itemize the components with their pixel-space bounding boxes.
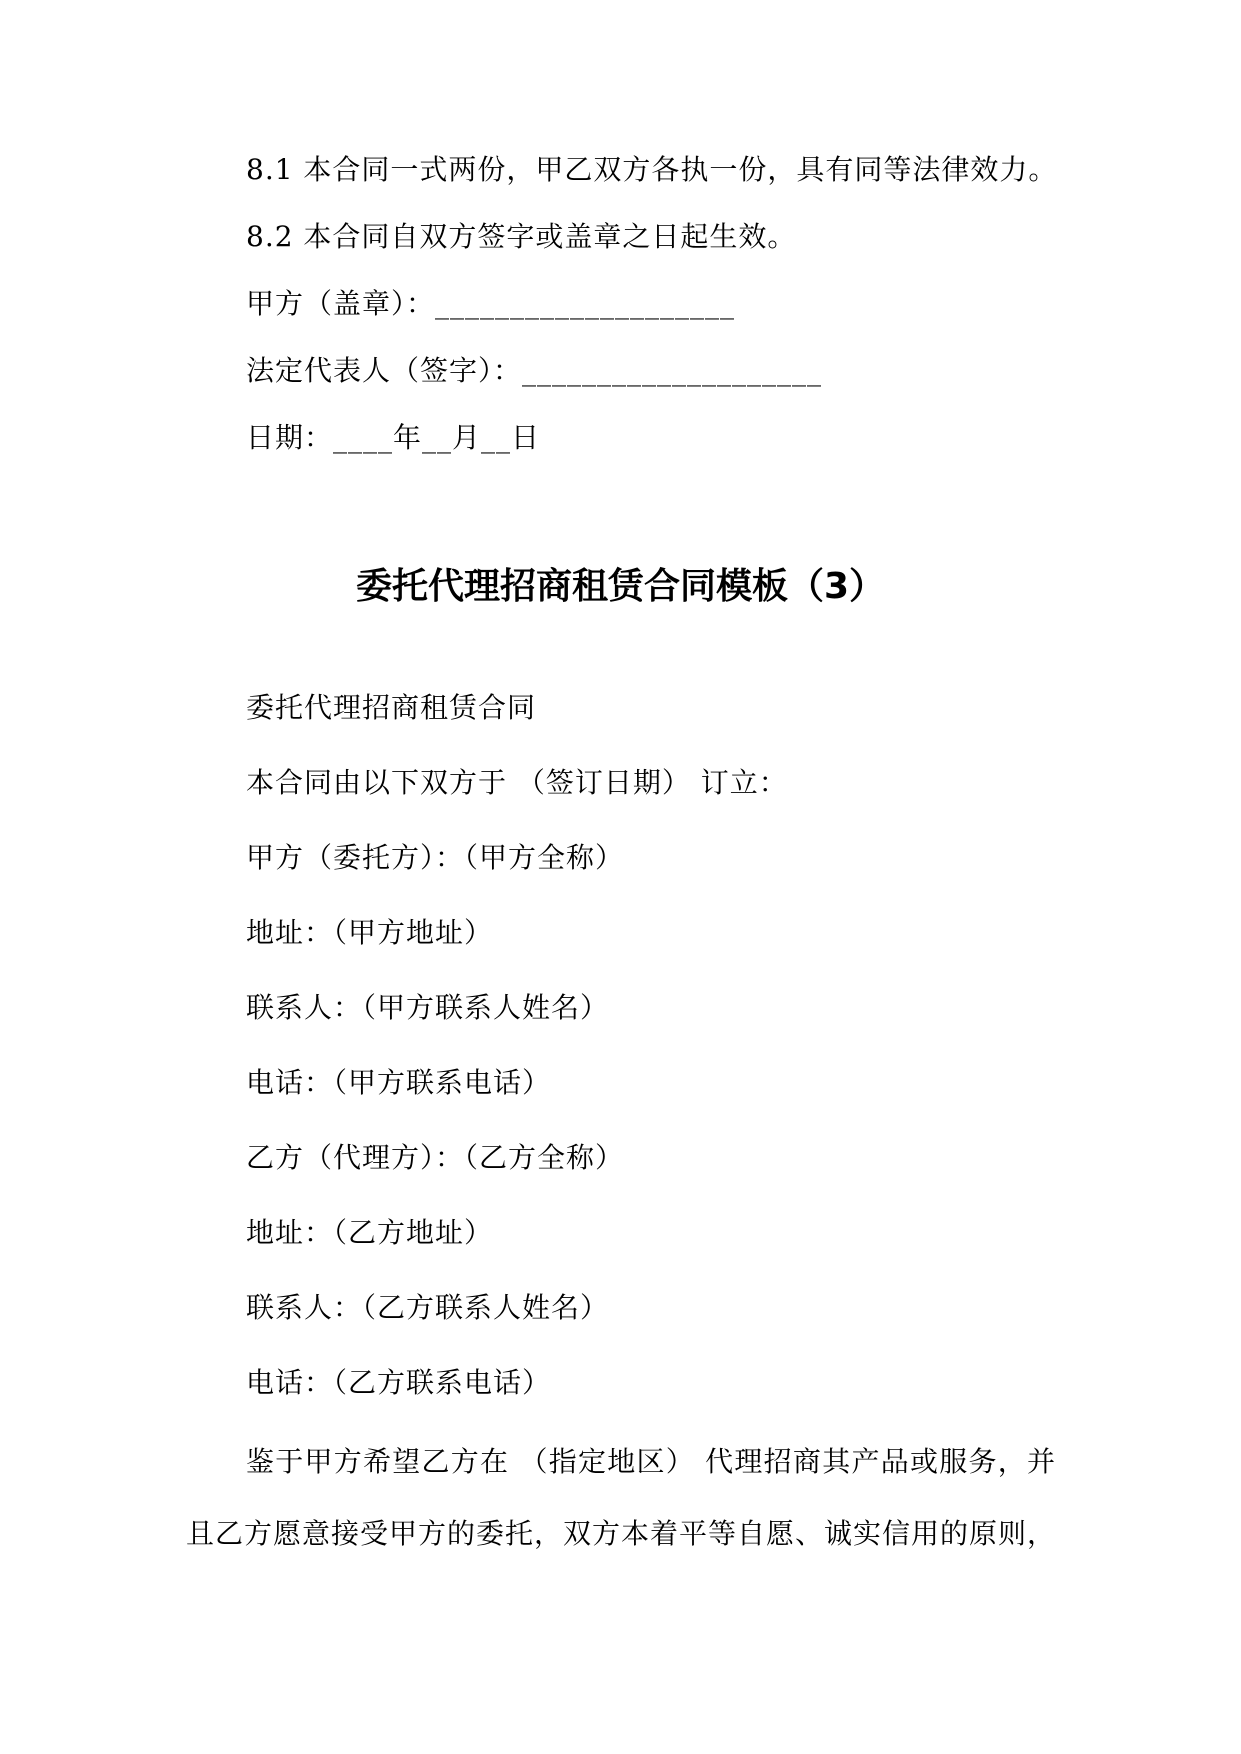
contract-name: 委托代理招商租赁合同 [246,691,537,724]
party-b-contact: 联系人：（乙方联系人姓名） [246,1291,610,1324]
party-b-phone: 电话：（乙方联系电话） [246,1366,552,1399]
party-a-phone: 电话：（甲方联系电话） [246,1066,552,1099]
party-b-name: 乙方（代理方）：（乙方全称） [246,1141,625,1174]
legal-rep-sign-line: 法定代表人（签字）：____________________ [246,354,823,387]
party-a-seal-line: 甲方（盖章）：____________________ [246,287,736,320]
party-b-address: 地址：（乙方地址） [246,1216,494,1249]
date-line: 日期：____年__月__日 [246,421,541,454]
party-a-name: 甲方（委托方）：（甲方全称） [246,841,625,874]
preamble-paragraph: 鉴于甲方希望乙方在 （指定地区） 代理招商其产品或服务，并且乙方愿意接受甲方的委托，双方本着平等自愿、诚实信用的原则， [186,1445,1057,1550]
party-a-address: 地址：（甲方地址） [246,916,494,949]
clause-8-1: 8.1 本合同一式两份，甲乙双方各执一份，具有同等法律效力。 [246,153,1058,186]
clause-8-2: 8.2 本合同自双方签字或盖章之日起生效。 [246,220,797,253]
party-a-contact: 联系人：（甲方联系人姓名） [246,991,610,1024]
section-title: 委托代理招商租赁合同模板（3） [355,566,886,607]
contract-intro: 本合同由以下双方于 （签订日期） 订立： [246,766,788,799]
